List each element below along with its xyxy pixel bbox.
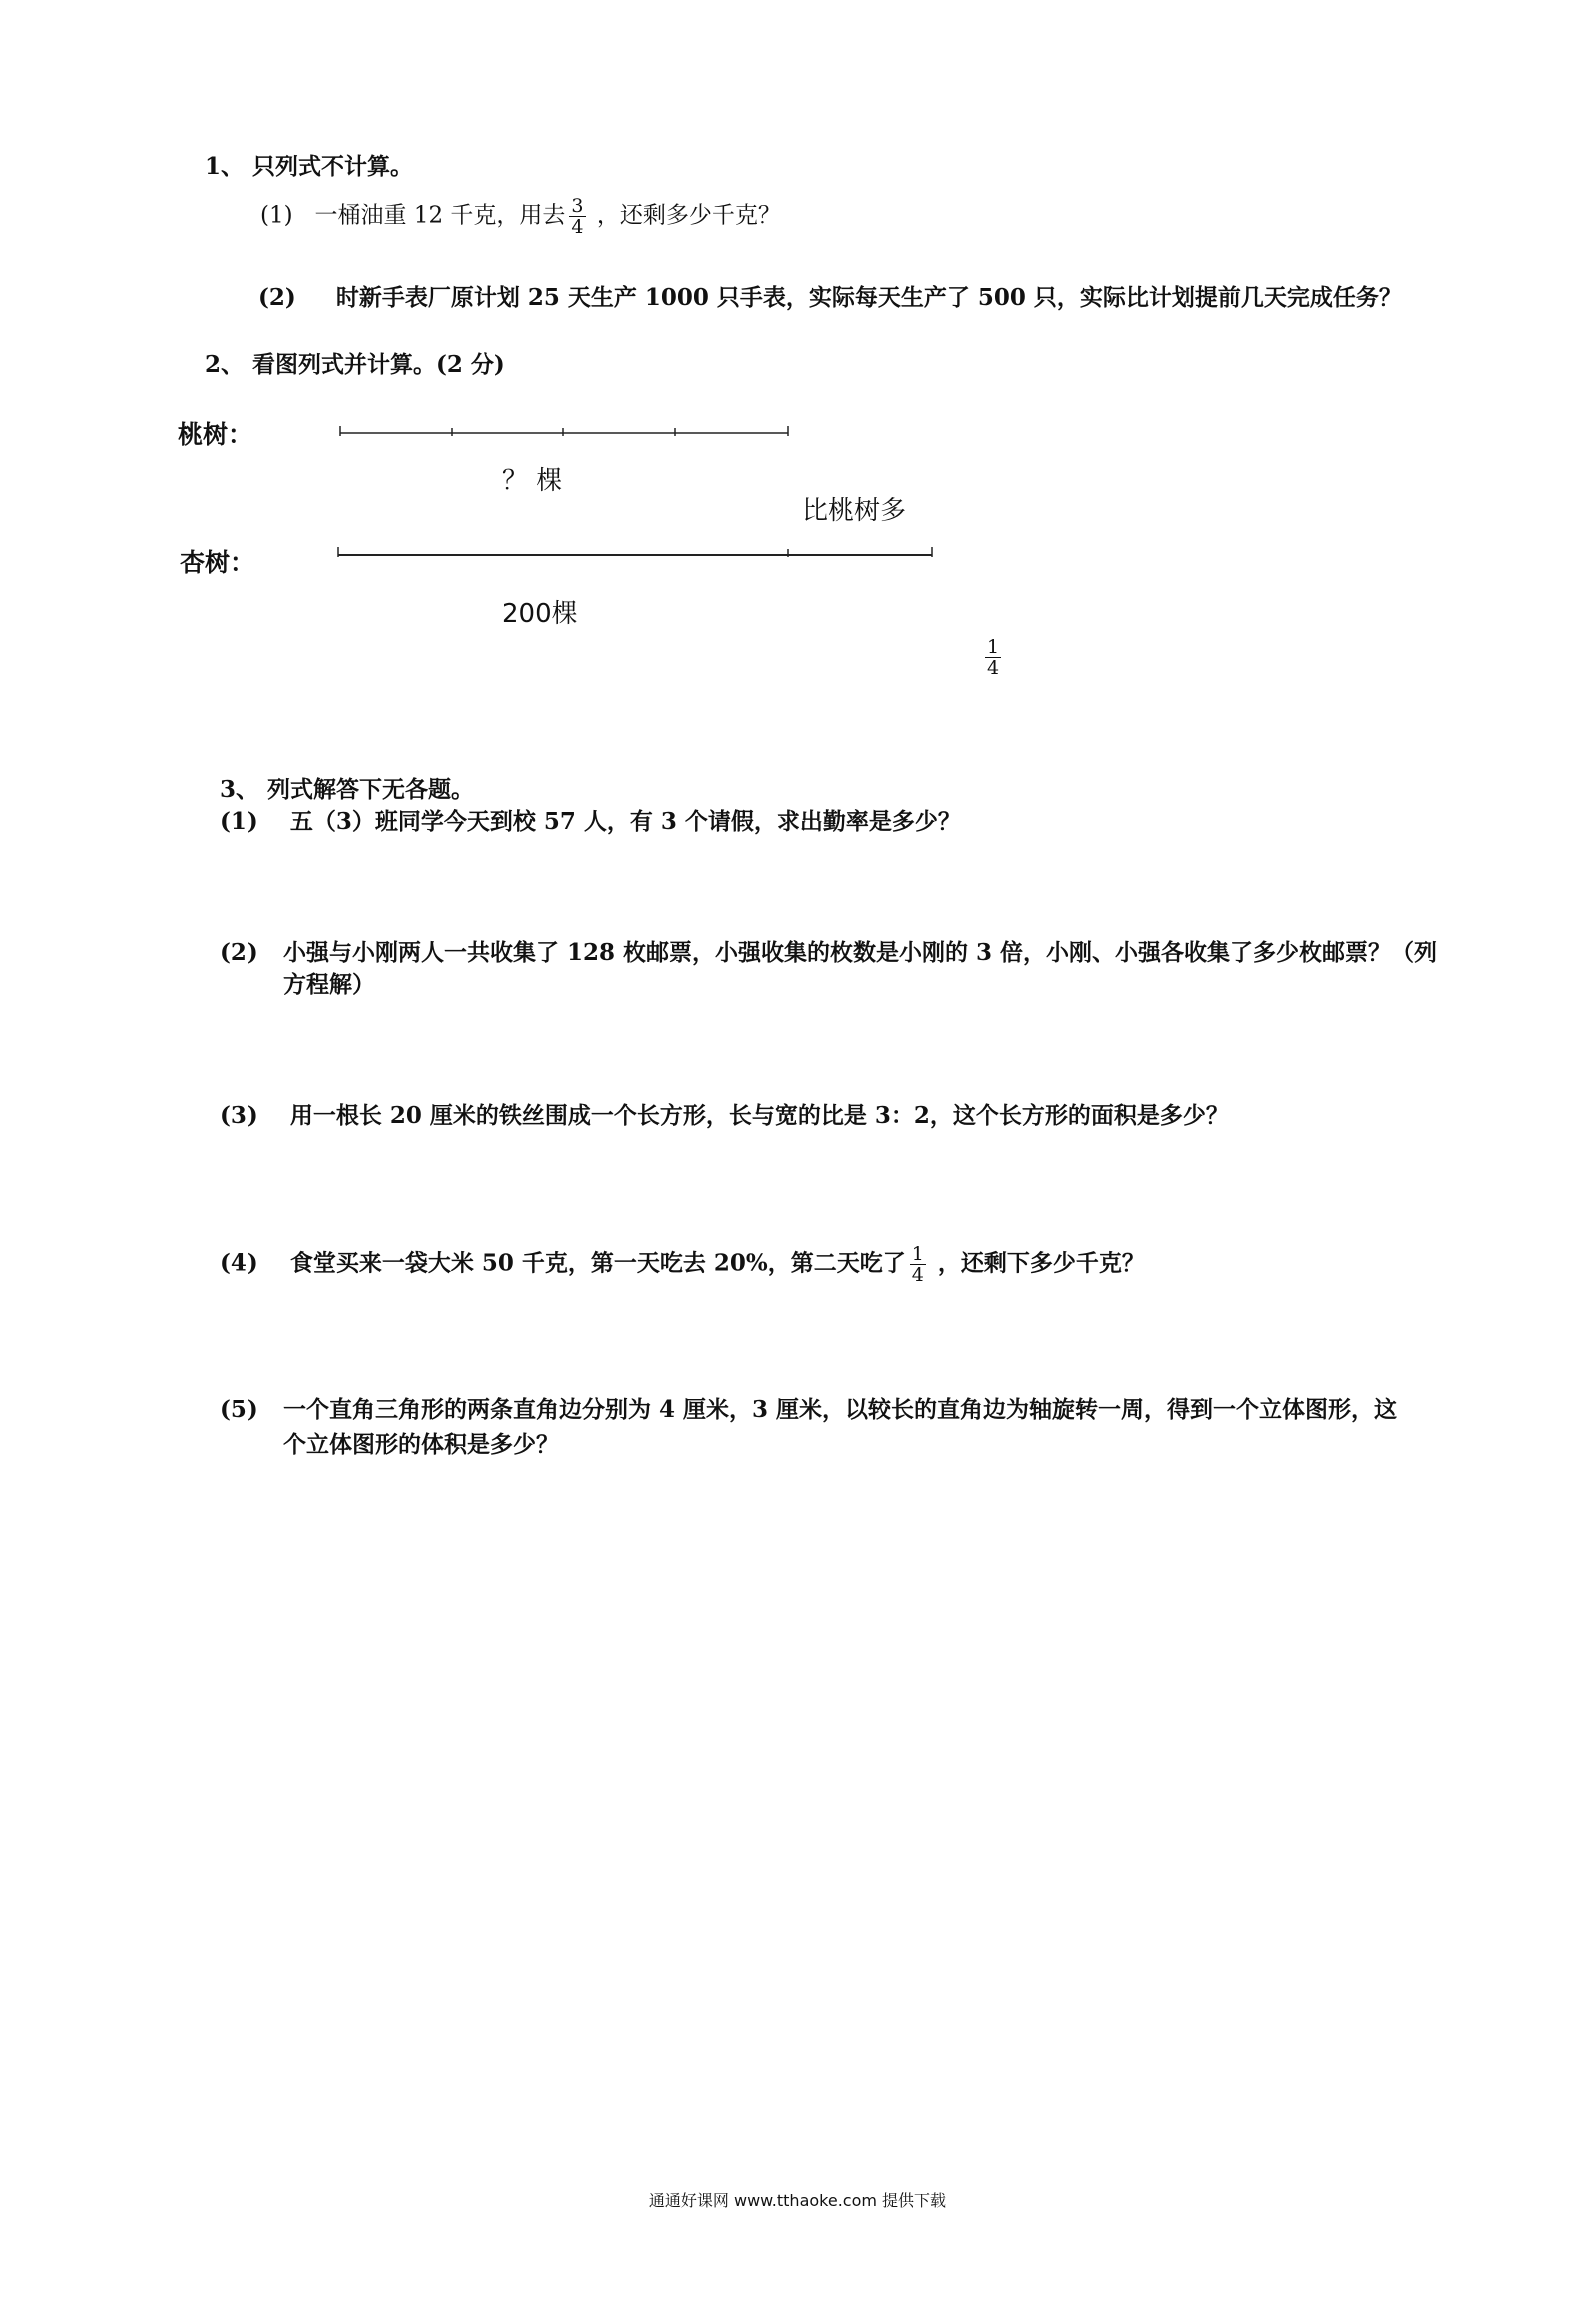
more-than-peach-label: 比桃树多	[802, 496, 907, 526]
question-3-3	[220, 1101, 1229, 1131]
question-number: (1)	[260, 202, 293, 229]
question-3-2-line2: 方程解）	[283, 971, 375, 998]
question-text: 时新手表厂原计划 25 天生产 1000 只手表，实际每天生产了 500 只，实际比计划提前几天完成任务？	[335, 284, 1402, 311]
question-3-5-line1: 一个直角三角形的两条直角边分别为 4 厘米，3 厘米，以较长的直角边为轴旋转一周，得到一个立体图形，这	[283, 1396, 1398, 1423]
section2-heading: 2、 看图列式并计算。(2 分)	[205, 351, 505, 378]
question-number: (1)	[220, 808, 258, 835]
question-3-1	[220, 807, 961, 837]
diagram-fraction: $\frac{1}{4}$	[987, 636, 1000, 679]
question-number: (2)	[258, 284, 296, 311]
apricot-tree-label: 杏树：	[180, 548, 256, 577]
question-3-5-num: (5)	[220, 1396, 258, 1423]
section1-heading: 1、 只列式不计算。	[205, 153, 414, 180]
section3-heading: 3、 列式解答下无各题。	[220, 776, 475, 803]
line-segment-diagram	[0, 0, 1595, 720]
peach-tree-label: 桃树：	[178, 420, 254, 449]
footer-text: 通通好课网 www.tthaoke.com 提供下载	[648, 2191, 947, 2210]
question-text: 用一根长 20 厘米的铁丝围成一个长方形，长与宽的比是 3：2，这个长方形的面积是多少？	[289, 1102, 1229, 1129]
fraction: $\frac{1}{4}$	[911, 1243, 924, 1286]
question-number: (4)	[220, 1249, 258, 1277]
question-text-end: ，还剩下多少千克？	[937, 1249, 1145, 1277]
question-text-end: ，还剩多少千克？	[596, 202, 781, 229]
tree-count-label: 200棵	[502, 599, 578, 629]
question-trees-label: ？ 棵	[502, 466, 563, 496]
question-3-5-line2: 个立体图形的体积是多少？	[283, 1431, 559, 1458]
question-text: 一桶油重 12 千克，用去	[314, 202, 566, 229]
question-3-4	[220, 1244, 1145, 1285]
question-3-2-num: (2)	[220, 939, 258, 966]
question-3-2-line1: 小强与小刚两人一共收集了 128 枚邮票，小强收集的枚数是小刚的 3 倍，小刚、小强各收集了多少枚邮票？（列	[283, 939, 1438, 966]
question-text: 五（3）班同学今天到校 57 人，有 3 个请假，求出勤率是多少？	[289, 808, 961, 835]
question-number: (3)	[220, 1102, 258, 1129]
fraction: $\frac{3}{4}$	[571, 195, 584, 238]
question-text: 食堂买来一袋大米 50 千克，第一天吃去 20%，第二天吃了	[289, 1249, 906, 1277]
